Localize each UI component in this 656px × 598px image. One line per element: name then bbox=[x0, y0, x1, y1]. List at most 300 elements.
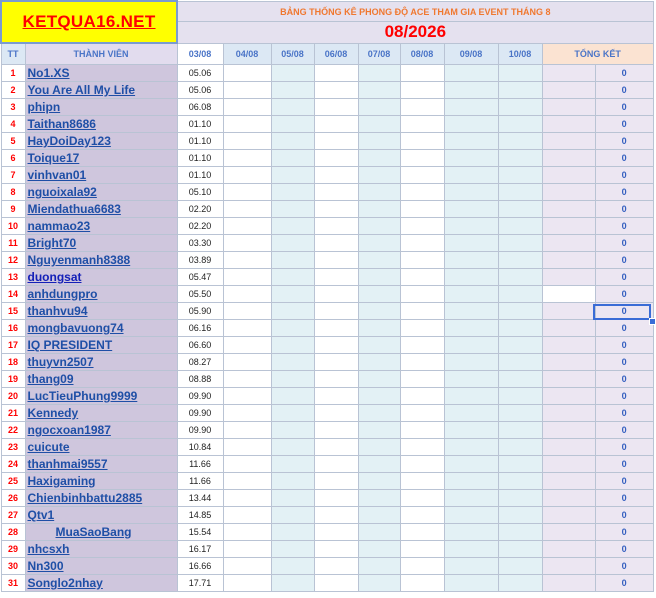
date-cell[interactable] bbox=[271, 201, 314, 218]
fill-handle[interactable] bbox=[649, 318, 656, 325]
date-value-cell[interactable]: 02.20 bbox=[177, 218, 223, 235]
date-cell[interactable] bbox=[223, 269, 271, 286]
date-cell[interactable] bbox=[444, 320, 498, 337]
summary-cell[interactable] bbox=[542, 456, 595, 473]
member-cell[interactable] bbox=[25, 116, 177, 133]
date-cell[interactable] bbox=[498, 456, 542, 473]
date-cell[interactable] bbox=[314, 354, 358, 371]
date-cell[interactable] bbox=[498, 269, 542, 286]
date-cell[interactable] bbox=[271, 320, 314, 337]
date-cell[interactable] bbox=[358, 167, 400, 184]
date-cell[interactable] bbox=[400, 150, 444, 167]
date-value-cell[interactable]: 02.20 bbox=[177, 201, 223, 218]
date-cell[interactable] bbox=[271, 337, 314, 354]
date-cell[interactable] bbox=[314, 167, 358, 184]
total-cell[interactable]: 0 bbox=[595, 286, 653, 303]
date-cell[interactable] bbox=[271, 371, 314, 388]
date-cell[interactable] bbox=[444, 150, 498, 167]
total-cell[interactable]: 0 bbox=[595, 320, 653, 337]
member-cell[interactable] bbox=[25, 388, 177, 405]
total-cell[interactable]: 0 bbox=[595, 252, 653, 269]
date-cell[interactable] bbox=[444, 354, 498, 371]
member-cell[interactable] bbox=[25, 524, 177, 541]
total-cell[interactable]: 0 bbox=[595, 218, 653, 235]
date-cell[interactable] bbox=[223, 473, 271, 490]
member-cell[interactable] bbox=[25, 575, 177, 592]
total-cell[interactable]: 0 bbox=[595, 558, 653, 575]
date-cell[interactable] bbox=[498, 218, 542, 235]
date-cell[interactable] bbox=[223, 507, 271, 524]
date-cell[interactable] bbox=[358, 286, 400, 303]
date-cell[interactable] bbox=[271, 490, 314, 507]
member-cell[interactable] bbox=[25, 167, 177, 184]
date-cell[interactable] bbox=[358, 235, 400, 252]
date-cell[interactable] bbox=[358, 337, 400, 354]
date-cell[interactable] bbox=[498, 235, 542, 252]
header-date-1[interactable]: 03/08 bbox=[177, 43, 223, 65]
date-cell[interactable] bbox=[223, 337, 271, 354]
date-value-cell[interactable]: 11.66 bbox=[177, 473, 223, 490]
date-cell[interactable] bbox=[314, 405, 358, 422]
date-cell[interactable] bbox=[314, 541, 358, 558]
row-number[interactable]: 7 bbox=[1, 167, 25, 184]
date-cell[interactable] bbox=[400, 167, 444, 184]
date-cell[interactable] bbox=[223, 541, 271, 558]
member-cell[interactable] bbox=[25, 133, 177, 150]
date-cell[interactable] bbox=[498, 371, 542, 388]
date-value-cell[interactable]: 11.66 bbox=[177, 456, 223, 473]
date-cell[interactable] bbox=[223, 150, 271, 167]
date-cell[interactable] bbox=[223, 286, 271, 303]
date-cell[interactable] bbox=[444, 167, 498, 184]
member-cell[interactable] bbox=[25, 371, 177, 388]
summary-cell[interactable] bbox=[542, 422, 595, 439]
summary-cell[interactable] bbox=[542, 167, 595, 184]
date-cell[interactable] bbox=[314, 116, 358, 133]
date-value-cell[interactable]: 06.60 bbox=[177, 337, 223, 354]
total-cell[interactable]: 0 bbox=[595, 235, 653, 252]
date-cell[interactable] bbox=[358, 252, 400, 269]
member-name[interactable]: HayDoiDay123 bbox=[27, 134, 111, 148]
date-cell[interactable] bbox=[223, 82, 271, 99]
date-cell[interactable] bbox=[271, 133, 314, 150]
date-cell[interactable] bbox=[358, 116, 400, 133]
date-cell[interactable] bbox=[498, 201, 542, 218]
summary-cell[interactable] bbox=[542, 116, 595, 133]
total-cell[interactable]: 0 bbox=[595, 371, 653, 388]
date-cell[interactable] bbox=[358, 320, 400, 337]
date-value-cell[interactable]: 09.90 bbox=[177, 405, 223, 422]
date-cell[interactable] bbox=[400, 133, 444, 150]
header-date-8[interactable]: 10/08 bbox=[498, 43, 542, 65]
date-cell[interactable] bbox=[400, 82, 444, 99]
member-name[interactable]: Bright70 bbox=[27, 236, 77, 250]
header-tt[interactable]: TT bbox=[1, 43, 25, 65]
date-cell[interactable] bbox=[400, 303, 444, 320]
summary-cell[interactable] bbox=[542, 133, 595, 150]
date-cell[interactable] bbox=[400, 541, 444, 558]
date-cell[interactable] bbox=[314, 303, 358, 320]
summary-cell[interactable] bbox=[542, 99, 595, 116]
member-cell[interactable] bbox=[25, 405, 177, 422]
date-cell[interactable] bbox=[444, 575, 498, 592]
total-cell[interactable]: 0 bbox=[595, 82, 653, 99]
date-cell[interactable] bbox=[400, 99, 444, 116]
member-cell[interactable] bbox=[25, 490, 177, 507]
date-value-cell[interactable]: 01.10 bbox=[177, 116, 223, 133]
member-cell[interactable] bbox=[25, 252, 177, 269]
summary-cell[interactable] bbox=[542, 541, 595, 558]
date-cell[interactable] bbox=[223, 439, 271, 456]
row-number[interactable]: 9 bbox=[1, 201, 25, 218]
row-number[interactable]: 2 bbox=[1, 82, 25, 99]
total-cell[interactable]: 0 bbox=[595, 201, 653, 218]
date-cell[interactable] bbox=[271, 575, 314, 592]
summary-cell[interactable] bbox=[542, 269, 595, 286]
summary-cell[interactable] bbox=[542, 82, 595, 99]
date-cell[interactable] bbox=[314, 575, 358, 592]
date-value-cell[interactable]: 06.16 bbox=[177, 320, 223, 337]
row-number[interactable]: 19 bbox=[1, 371, 25, 388]
date-cell[interactable] bbox=[358, 201, 400, 218]
date-cell[interactable] bbox=[271, 405, 314, 422]
date-cell[interactable] bbox=[400, 558, 444, 575]
date-cell[interactable] bbox=[400, 439, 444, 456]
date-cell[interactable] bbox=[400, 456, 444, 473]
date-cell[interactable] bbox=[444, 439, 498, 456]
date-cell[interactable] bbox=[498, 82, 542, 99]
total-cell[interactable]: 0 bbox=[595, 473, 653, 490]
row-number[interactable]: 25 bbox=[1, 473, 25, 490]
date-cell[interactable] bbox=[498, 167, 542, 184]
date-cell[interactable] bbox=[358, 388, 400, 405]
member-name[interactable]: nhcsxh bbox=[27, 542, 70, 556]
summary-cell[interactable] bbox=[542, 575, 595, 592]
date-cell[interactable] bbox=[498, 405, 542, 422]
member-cell[interactable] bbox=[25, 337, 177, 354]
row-number[interactable]: 15 bbox=[1, 303, 25, 320]
date-cell[interactable] bbox=[314, 371, 358, 388]
row-number[interactable]: 21 bbox=[1, 405, 25, 422]
date-cell[interactable] bbox=[444, 252, 498, 269]
date-cell[interactable] bbox=[314, 65, 358, 82]
member-name[interactable]: Toique17 bbox=[27, 151, 80, 165]
date-cell[interactable] bbox=[400, 490, 444, 507]
member-cell[interactable] bbox=[25, 184, 177, 201]
total-cell[interactable]: 0 bbox=[595, 405, 653, 422]
date-cell[interactable] bbox=[444, 286, 498, 303]
member-name[interactable]: nammao23 bbox=[27, 219, 91, 233]
row-number[interactable]: 10 bbox=[1, 218, 25, 235]
member-cell[interactable] bbox=[25, 201, 177, 218]
date-value-cell[interactable]: 16.17 bbox=[177, 541, 223, 558]
date-cell[interactable] bbox=[314, 320, 358, 337]
row-number[interactable]: 30 bbox=[1, 558, 25, 575]
date-cell[interactable] bbox=[444, 269, 498, 286]
date-cell[interactable] bbox=[358, 184, 400, 201]
date-cell[interactable] bbox=[314, 235, 358, 252]
date-cell[interactable] bbox=[444, 235, 498, 252]
member-cell[interactable] bbox=[25, 269, 177, 286]
member-cell[interactable] bbox=[25, 65, 177, 82]
date-cell[interactable] bbox=[271, 252, 314, 269]
total-cell[interactable]: 0 bbox=[595, 422, 653, 439]
member-name[interactable]: LucTieuPhung9999 bbox=[27, 389, 138, 403]
date-cell[interactable] bbox=[223, 575, 271, 592]
total-cell[interactable]: 0 bbox=[595, 354, 653, 371]
date-cell[interactable] bbox=[444, 422, 498, 439]
date-cell[interactable] bbox=[498, 422, 542, 439]
row-number[interactable]: 27 bbox=[1, 507, 25, 524]
date-value-cell[interactable]: 16.66 bbox=[177, 558, 223, 575]
date-cell[interactable] bbox=[271, 167, 314, 184]
date-cell[interactable] bbox=[223, 388, 271, 405]
row-number[interactable]: 17 bbox=[1, 337, 25, 354]
member-name[interactable]: thanhmai9557 bbox=[27, 457, 108, 471]
member-cell[interactable] bbox=[25, 320, 177, 337]
member-cell[interactable] bbox=[25, 456, 177, 473]
date-cell[interactable] bbox=[271, 422, 314, 439]
member-name[interactable]: ngocxoan1987 bbox=[27, 423, 111, 437]
date-cell[interactable] bbox=[271, 235, 314, 252]
total-cell[interactable]: 0 bbox=[595, 507, 653, 524]
member-name[interactable]: Nguyenmanh8388 bbox=[27, 253, 131, 267]
date-value-cell[interactable]: 03.89 bbox=[177, 252, 223, 269]
date-cell[interactable] bbox=[444, 133, 498, 150]
header-date-2[interactable]: 04/08 bbox=[223, 43, 271, 65]
member-name[interactable]: Miendathua6683 bbox=[27, 202, 121, 216]
date-cell[interactable] bbox=[223, 133, 271, 150]
date-cell[interactable] bbox=[400, 218, 444, 235]
date-cell[interactable] bbox=[444, 524, 498, 541]
date-cell[interactable] bbox=[400, 354, 444, 371]
member-cell[interactable] bbox=[25, 99, 177, 116]
date-cell[interactable] bbox=[400, 575, 444, 592]
date-cell[interactable] bbox=[358, 99, 400, 116]
date-value-cell[interactable]: 17.71 bbox=[177, 575, 223, 592]
row-number[interactable]: 3 bbox=[1, 99, 25, 116]
date-cell[interactable] bbox=[400, 473, 444, 490]
row-number[interactable]: 26 bbox=[1, 490, 25, 507]
date-cell[interactable] bbox=[444, 456, 498, 473]
date-cell[interactable] bbox=[271, 524, 314, 541]
header-date-5[interactable]: 07/08 bbox=[358, 43, 400, 65]
date-cell[interactable] bbox=[314, 558, 358, 575]
date-cell[interactable] bbox=[498, 558, 542, 575]
date-value-cell[interactable]: 14.85 bbox=[177, 507, 223, 524]
member-name[interactable]: Songlo2nhay bbox=[27, 576, 103, 590]
date-cell[interactable] bbox=[223, 405, 271, 422]
header-member[interactable]: THÀNH VIÊN bbox=[25, 43, 177, 65]
date-cell[interactable] bbox=[223, 218, 271, 235]
member-cell[interactable] bbox=[25, 218, 177, 235]
summary-cell[interactable] bbox=[542, 65, 595, 82]
date-cell[interactable] bbox=[223, 184, 271, 201]
date-cell[interactable] bbox=[400, 252, 444, 269]
total-cell[interactable]: 0 bbox=[595, 490, 653, 507]
member-cell[interactable] bbox=[25, 286, 177, 303]
member-name[interactable]: vinhvan01 bbox=[27, 168, 87, 182]
total-cell[interactable]: 0 bbox=[595, 575, 653, 592]
date-cell[interactable] bbox=[314, 218, 358, 235]
row-number[interactable]: 29 bbox=[1, 541, 25, 558]
date-cell[interactable] bbox=[498, 337, 542, 354]
member-name[interactable]: MuaSaoBang bbox=[55, 525, 132, 539]
header-total[interactable]: TỔNG KẾT bbox=[542, 43, 653, 65]
date-cell[interactable] bbox=[271, 116, 314, 133]
date-cell[interactable] bbox=[498, 303, 542, 320]
date-cell[interactable] bbox=[314, 269, 358, 286]
member-name[interactable]: mongbavuong74 bbox=[27, 321, 124, 335]
date-cell[interactable] bbox=[358, 269, 400, 286]
date-cell[interactable] bbox=[223, 456, 271, 473]
member-name[interactable]: nguoixala92 bbox=[27, 185, 97, 199]
date-cell[interactable] bbox=[271, 218, 314, 235]
date-cell[interactable] bbox=[400, 507, 444, 524]
date-cell[interactable] bbox=[444, 405, 498, 422]
member-name[interactable]: phipn bbox=[27, 100, 61, 114]
date-cell[interactable] bbox=[223, 371, 271, 388]
date-cell[interactable] bbox=[498, 65, 542, 82]
date-value-cell[interactable]: 05.90 bbox=[177, 303, 223, 320]
date-value-cell[interactable]: 10.84 bbox=[177, 439, 223, 456]
date-cell[interactable] bbox=[358, 575, 400, 592]
date-cell[interactable] bbox=[400, 422, 444, 439]
date-cell[interactable] bbox=[358, 541, 400, 558]
sheet-title-cell[interactable] bbox=[177, 1, 653, 21]
summary-cell[interactable] bbox=[542, 524, 595, 541]
summary-cell[interactable] bbox=[542, 286, 595, 303]
date-cell[interactable] bbox=[400, 184, 444, 201]
member-cell[interactable] bbox=[25, 507, 177, 524]
header-date-3[interactable]: 05/08 bbox=[271, 43, 314, 65]
date-cell[interactable] bbox=[498, 541, 542, 558]
date-cell[interactable] bbox=[358, 422, 400, 439]
date-cell[interactable] bbox=[444, 388, 498, 405]
member-cell[interactable] bbox=[25, 235, 177, 252]
date-value-cell[interactable]: 09.90 bbox=[177, 422, 223, 439]
row-number[interactable]: 1 bbox=[1, 65, 25, 82]
total-cell[interactable]: 0 bbox=[595, 541, 653, 558]
date-cell[interactable] bbox=[358, 490, 400, 507]
date-cell[interactable] bbox=[400, 524, 444, 541]
date-cell[interactable] bbox=[498, 184, 542, 201]
date-cell[interactable] bbox=[271, 269, 314, 286]
date-cell[interactable] bbox=[358, 303, 400, 320]
date-cell[interactable] bbox=[358, 524, 400, 541]
date-value-cell[interactable]: 03.30 bbox=[177, 235, 223, 252]
total-cell[interactable]: 0 bbox=[595, 116, 653, 133]
date-cell[interactable] bbox=[444, 507, 498, 524]
date-cell[interactable] bbox=[444, 541, 498, 558]
member-name[interactable]: cuicute bbox=[27, 440, 70, 454]
member-name[interactable]: No1.XS bbox=[27, 66, 70, 80]
date-value-cell[interactable]: 05.10 bbox=[177, 184, 223, 201]
date-cell[interactable] bbox=[271, 507, 314, 524]
date-cell[interactable] bbox=[223, 354, 271, 371]
total-cell[interactable]: 0 bbox=[595, 303, 653, 320]
total-cell[interactable]: 0 bbox=[595, 150, 653, 167]
summary-cell[interactable] bbox=[542, 320, 595, 337]
member-cell[interactable] bbox=[25, 303, 177, 320]
summary-cell[interactable] bbox=[542, 371, 595, 388]
row-number[interactable]: 22 bbox=[1, 422, 25, 439]
date-value-cell[interactable]: 01.10 bbox=[177, 150, 223, 167]
row-number[interactable]: 4 bbox=[1, 116, 25, 133]
date-cell[interactable] bbox=[271, 65, 314, 82]
date-cell[interactable] bbox=[314, 82, 358, 99]
summary-cell[interactable] bbox=[542, 252, 595, 269]
date-cell[interactable] bbox=[358, 65, 400, 82]
date-cell[interactable] bbox=[400, 388, 444, 405]
date-cell[interactable] bbox=[400, 337, 444, 354]
date-cell[interactable] bbox=[271, 150, 314, 167]
date-cell[interactable] bbox=[358, 354, 400, 371]
date-cell[interactable] bbox=[498, 388, 542, 405]
row-number[interactable]: 20 bbox=[1, 388, 25, 405]
summary-cell[interactable] bbox=[542, 473, 595, 490]
summary-cell[interactable] bbox=[542, 218, 595, 235]
date-cell[interactable] bbox=[444, 337, 498, 354]
date-cell[interactable] bbox=[400, 371, 444, 388]
member-cell[interactable] bbox=[25, 541, 177, 558]
summary-cell[interactable] bbox=[542, 235, 595, 252]
date-cell[interactable] bbox=[314, 337, 358, 354]
date-cell[interactable] bbox=[314, 456, 358, 473]
date-cell[interactable] bbox=[223, 558, 271, 575]
date-cell[interactable] bbox=[223, 422, 271, 439]
date-cell[interactable] bbox=[444, 184, 498, 201]
summary-cell[interactable] bbox=[542, 184, 595, 201]
row-number[interactable]: 13 bbox=[1, 269, 25, 286]
date-cell[interactable] bbox=[498, 320, 542, 337]
summary-cell[interactable] bbox=[542, 150, 595, 167]
date-cell[interactable] bbox=[358, 82, 400, 99]
date-value-cell[interactable]: 15.54 bbox=[177, 524, 223, 541]
date-cell[interactable] bbox=[223, 490, 271, 507]
row-number[interactable]: 31 bbox=[1, 575, 25, 592]
date-cell[interactable] bbox=[271, 439, 314, 456]
date-cell[interactable] bbox=[444, 218, 498, 235]
date-cell[interactable] bbox=[358, 456, 400, 473]
row-number[interactable]: 18 bbox=[1, 354, 25, 371]
date-cell[interactable] bbox=[498, 150, 542, 167]
date-cell[interactable] bbox=[400, 116, 444, 133]
date-cell[interactable] bbox=[223, 252, 271, 269]
header-date-6[interactable]: 08/08 bbox=[400, 43, 444, 65]
date-cell[interactable] bbox=[358, 150, 400, 167]
date-cell[interactable] bbox=[314, 286, 358, 303]
summary-cell[interactable] bbox=[542, 337, 595, 354]
date-cell[interactable] bbox=[444, 473, 498, 490]
member-name[interactable]: Taithan8686 bbox=[27, 117, 96, 131]
total-cell[interactable]: 0 bbox=[595, 524, 653, 541]
summary-cell[interactable] bbox=[542, 388, 595, 405]
date-cell[interactable] bbox=[314, 133, 358, 150]
member-name[interactable]: Chienbinhbattu2885 bbox=[27, 491, 143, 505]
date-cell[interactable] bbox=[358, 133, 400, 150]
summary-cell[interactable] bbox=[542, 405, 595, 422]
date-cell[interactable] bbox=[498, 473, 542, 490]
member-cell[interactable] bbox=[25, 558, 177, 575]
date-cell[interactable] bbox=[444, 82, 498, 99]
date-cell[interactable] bbox=[498, 286, 542, 303]
date-cell[interactable] bbox=[314, 507, 358, 524]
member-name[interactable]: Nn300 bbox=[27, 559, 64, 573]
date-value-cell[interactable]: 01.10 bbox=[177, 133, 223, 150]
date-cell[interactable] bbox=[498, 575, 542, 592]
date-cell[interactable] bbox=[444, 99, 498, 116]
